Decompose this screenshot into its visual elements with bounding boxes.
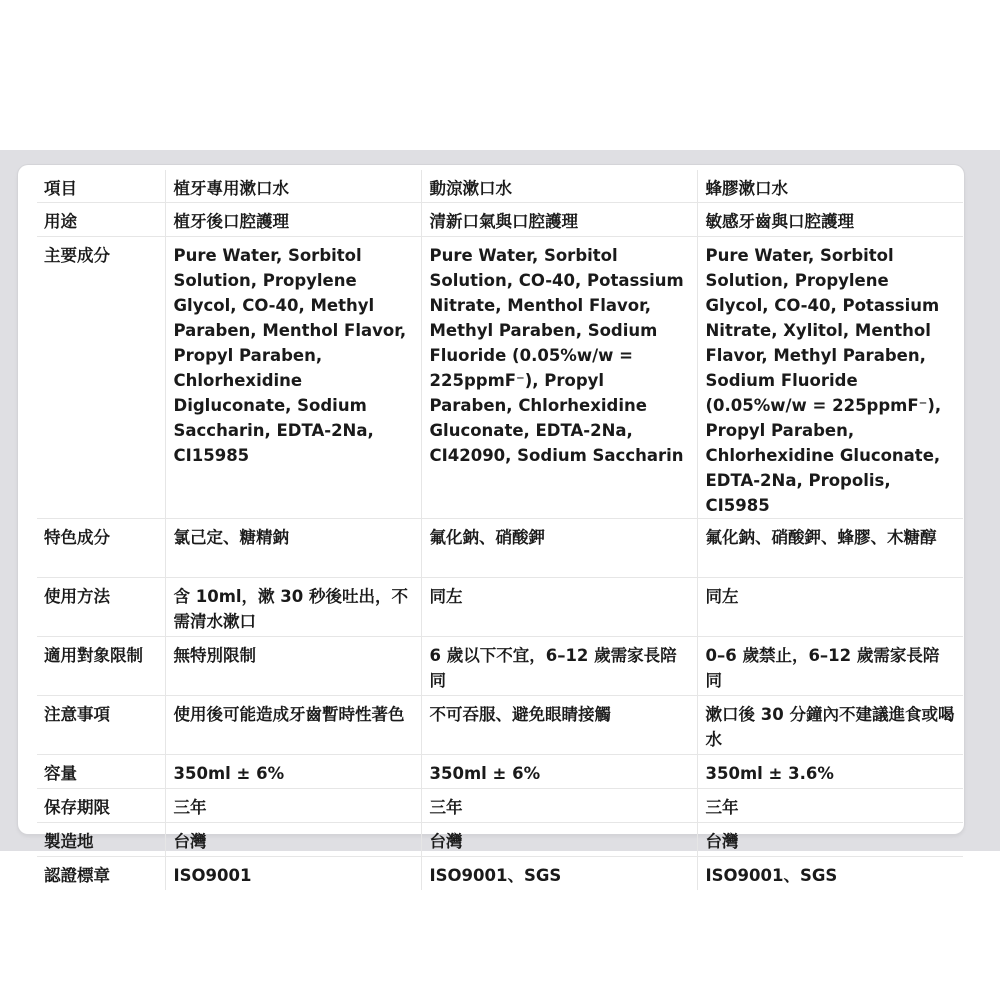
table-cell: 氟化鈉、硝酸鉀、蜂膠、木糖醇 [697,519,963,578]
table-cell: ISO9001 [165,857,421,891]
table-cell: 三年 [421,789,697,823]
table-cell: 清新口氣與口腔護理 [421,203,697,237]
table-row [37,203,963,237]
table-cell: Pure Water, Sorbitol Solution, Propylene Glycol, CO-40, Potassium Nitrate, Xylitol, Menthol Flavor, Methyl Paraben, Sodium Fluoride (0.05%w/w = 225ppmF⁻), Propyl Paraben, Chlorhexidine Gluconate, EDTA-2Na, Propolis, CI5985 [697,237,963,519]
table-row [37,519,963,578]
table-cell: 三年 [697,789,963,823]
header-cell-implant-mouthwash: 植牙專用漱口水 [165,170,421,203]
header-cell-propolis-mouthwash: 蜂膠漱口水 [697,170,963,203]
comparison-table [37,170,963,890]
row-label: 特色成分 [37,519,165,578]
table-cell: 台灣 [421,823,697,857]
row-label: 注意事項 [37,696,165,755]
table-cell: 含 10ml，漱 30 秒後吐出，不需清水漱口 [165,578,421,637]
row-label: 適用對象限制 [37,637,165,696]
table-cell: ISO9001、SGS [421,857,697,891]
row-label: 主要成分 [37,237,165,519]
table-cell: ISO9001、SGS [697,857,963,891]
table-cell: Pure Water, Sorbitol Solution, Propylene Glycol, CO-40, Methyl Paraben, Menthol Flavor, Propyl Paraben, Chlorhexidine Digluconate, Sodium Saccharin, EDTA-2Na, CI15985 [165,237,421,519]
table-cell: 漱口後 30 分鐘內不建議進食或喝水 [697,696,963,755]
table-row [37,237,963,519]
table-row [37,755,963,789]
row-label: 使用方法 [37,578,165,637]
table-row [37,857,963,891]
table-cell: 350ml ± 6% [421,755,697,789]
row-label: 用途 [37,203,165,237]
row-label: 保存期限 [37,789,165,823]
table-cell: 不可吞服、避免眼睛接觸 [421,696,697,755]
table-header-row [37,170,963,203]
table-cell: Pure Water, Sorbitol Solution, CO-40, Potassium Nitrate, Menthol Flavor, Methyl Paraben, Sodium Fluoride (0.05%w/w = 225ppmF⁻), Propyl Paraben, Chlorhexidine Gluconate, EDTA-2Na, CI42090, Sodium Saccharin [421,237,697,519]
table-cell: 0–6 歲禁止，6–12 歲需家長陪同 [697,637,963,696]
row-label: 容量 [37,755,165,789]
table-cell: 350ml ± 6% [165,755,421,789]
table-cell: 植牙後口腔護理 [165,203,421,237]
table-cell: 敏感牙齒與口腔護理 [697,203,963,237]
table-row [37,823,963,857]
table-row [37,696,963,755]
header-cell-cool-mouthwash: 動涼漱口水 [421,170,697,203]
table-cell: 氯己定、糖精鈉 [165,519,421,578]
table-cell: 同左 [697,578,963,637]
table-cell: 三年 [165,789,421,823]
row-label: 製造地 [37,823,165,857]
table-cell: 使用後可能造成牙齒暫時性著色 [165,696,421,755]
table-cell: 台灣 [697,823,963,857]
table-cell: 無特別限制 [165,637,421,696]
table-row [37,637,963,696]
comparison-card [18,165,964,885]
table-cell: 350ml ± 3.6% [697,755,963,789]
table-row [37,789,963,823]
row-label: 認證標章 [44,866,110,885]
header-cell-item: 項目 [37,170,165,203]
table-row [37,578,963,637]
table-cell: 台灣 [165,823,421,857]
table-cell: 6 歲以下不宜，6–12 歲需家長陪同 [421,637,697,696]
table-cell: 同左 [421,578,697,637]
table-cell: 氟化鈉、硝酸鉀 [421,519,697,578]
